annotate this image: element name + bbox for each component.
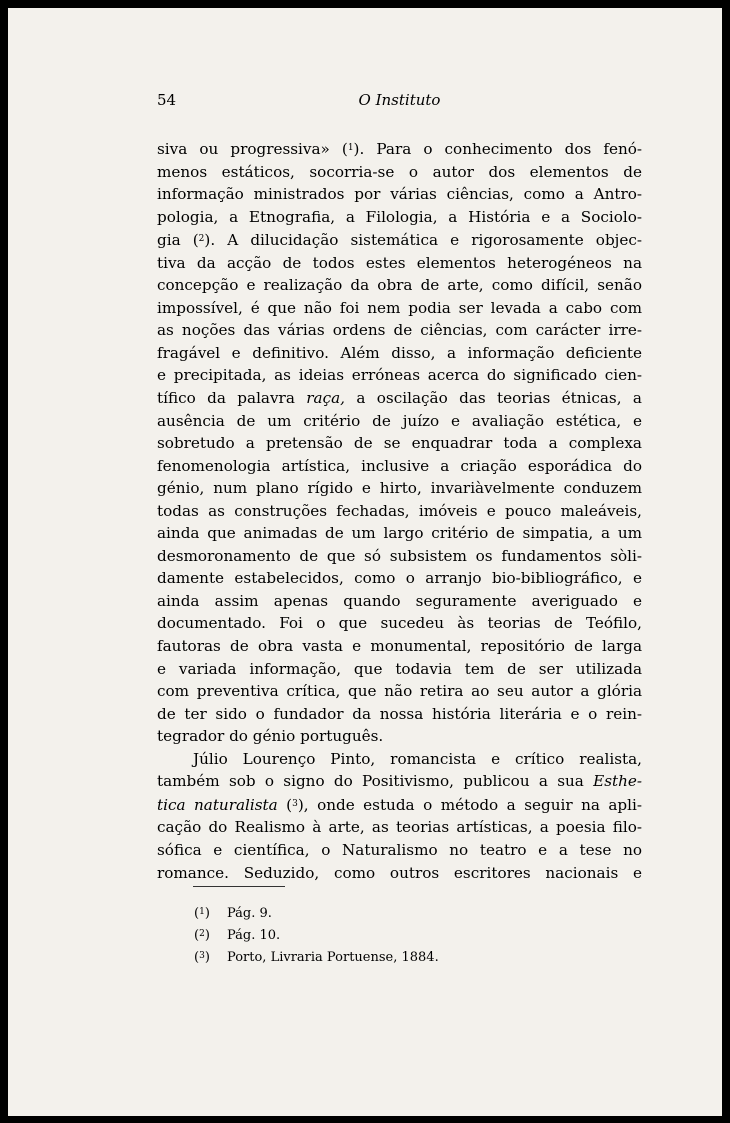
footnote-ref: 3 <box>292 798 298 809</box>
text-line: fenomenologia artística, inclusive a criação esporádica do <box>157 456 642 475</box>
text-line: fragável e definitivo. Além disso, a informação deficiente <box>157 343 642 362</box>
paragraph-1 <box>157 137 642 748</box>
text-line: damente estabelecidos, como o arranjo bio-bibliográfico, e <box>157 569 642 588</box>
text-line: menos estáticos, socorria-se o autor dos elementos de <box>157 162 642 181</box>
page-number: 54 <box>157 91 177 109</box>
text-line: pologia, a Etnografia, a Filologia, a História e a Sociolo- <box>157 207 642 226</box>
footnotes <box>194 902 594 968</box>
footnote-item <box>194 924 594 946</box>
footnote-item <box>194 946 594 968</box>
text-line: informação ministrados por várias ciências, como a Antro- <box>157 185 642 204</box>
text-line: ainda que animadas de um largo critério de simpatia, a um <box>157 524 642 543</box>
text-line: de ter sido o fundador da nossa história literária e o rein- <box>157 704 642 723</box>
footnote-mark: ($^2$) <box>194 928 210 943</box>
text-line: com preventiva crítica, que não retira ao seu autor a glória <box>157 682 642 701</box>
footnote-ref: 1 <box>347 143 354 153</box>
text-line: tica naturalista ($^3$), onde estuda o método a seguir na apli- <box>157 795 642 814</box>
footnote-divider <box>193 886 285 887</box>
text-line: todas as construções fechadas, imóveis e pouco maleáveis, <box>157 501 642 520</box>
text-line: e precipitada, as ideias erróneas acerca do significado cien- <box>157 366 642 385</box>
body-text <box>157 137 642 884</box>
text-line: impossível, é que não foi nem podia ser levada a cabo com <box>157 298 642 317</box>
text-line: fautoras de obra vasta e monumental, repositório de larga <box>157 637 642 656</box>
text-line: gia ($^2$). A dilucidação sistemática e rigorosamente objec- <box>157 231 643 250</box>
text-line: romance. Seduzido, como outros escritores nacionais e <box>157 863 642 882</box>
text-line: ainda assim apenas quando seguramente averiguado e <box>157 591 642 610</box>
text-line: cação do Realismo à arte, as teorias artísticas, a poesia filo- <box>157 818 642 837</box>
text-line: sobretudo a pretensão de se enquadrar toda a complexa <box>157 434 642 453</box>
text-line: tífico da palavra raça, a oscilação das teorias étnicas, a <box>157 389 642 408</box>
footnote-text: Pág. 9. <box>227 906 272 921</box>
footnote-text: Porto, Livraria Portuense, 1884. <box>227 950 439 965</box>
running-title: O Instituto <box>358 91 441 109</box>
footnote-ref: 2 <box>198 234 205 245</box>
footnote-text: Pág. 10. <box>227 928 281 943</box>
footnote-item <box>194 902 594 924</box>
text-line: Júlio Lourenço Pinto, romancista e crítico realista, <box>193 749 642 768</box>
text-line: desmoronamento de que só subsistem os fundamentos sòli- <box>157 546 642 565</box>
text-line: tiva da acção de todos estes elementos heterogéneos na <box>157 253 642 272</box>
text-line: as noções das várias ordens de ciências, com carácter irre- <box>157 321 642 340</box>
text-line: sófica e científica, o Naturalismo no teatro e a tese no <box>157 840 642 859</box>
text-line: siva ou progressiva» ($^1$). Para o conhecimento dos fenó- <box>157 140 642 158</box>
text-line: documentado. Foi o que sucedeu às teorias de Teófilo, <box>157 614 642 633</box>
text-line: ausência de um critério de juízo e avaliação estética, e <box>157 411 642 430</box>
footnote-mark: ($^3$) <box>194 950 210 965</box>
text-line: e variada informação, que todavia tem de ser utilizada <box>157 659 642 678</box>
footnote-mark: ($^1$) <box>194 906 210 921</box>
paragraph-2 <box>157 748 642 884</box>
text-line: tegrador do génio português. <box>157 727 384 746</box>
text-line: génio, num plano rígido e hirto, invariàvelmente conduzem <box>157 479 642 498</box>
text-line: também sob o signo do Positivismo, publicou a sua Esthe- <box>157 772 642 791</box>
text-line: concepção e realização da obra de arte, como difícil, senão <box>157 276 642 295</box>
page-header <box>157 91 642 113</box>
